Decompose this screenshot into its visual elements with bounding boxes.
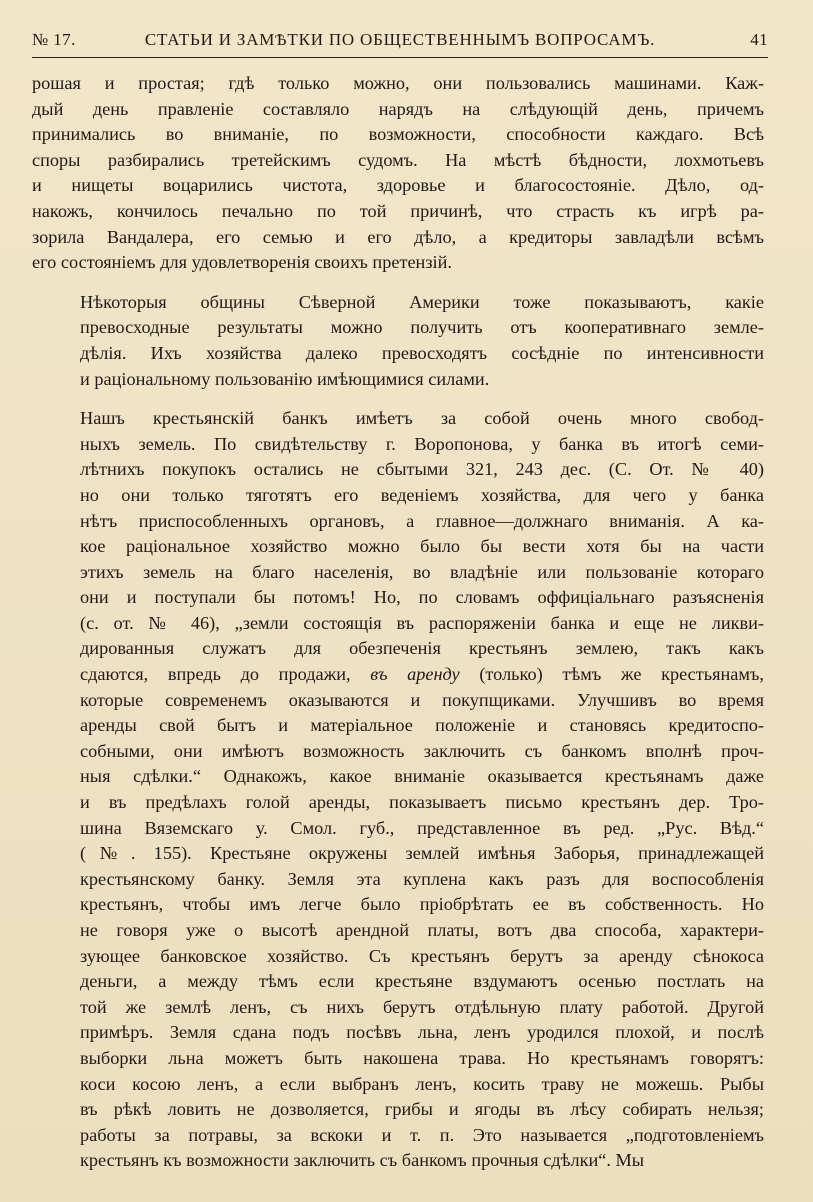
text-line: примѣръ. Земля сдана подъ посѣвъ льна, ленъ уродился плохой, и послѣ xyxy=(80,1022,764,1043)
text-line: сдаются, впредь до продажи, въ аренду (только) тѣмъ же крестьянамъ, xyxy=(80,664,765,685)
text-line: выборки льна можетъ быть накошена трава. Но крестьянамъ говорятъ: xyxy=(80,1047,764,1068)
text-line: лѣтнихъ покупокъ остались не сбытыми 321, 243 дес. (С. От. № 40) xyxy=(80,459,764,480)
text-line: той же землѣ ленъ, съ нихъ берутъ отдѣльную плату работой. Другой xyxy=(80,996,764,1017)
running-title: СТАТЬИ И ЗАМѢТКИ ПО ОБЩЕСТВЕННЫМЪ ВОПРОСАМЪ. xyxy=(144,30,656,49)
text-line: превосходные результаты можно получить отъ кооперативнаго земле- xyxy=(80,317,764,338)
text-line: работы за потравы, за вскоки и т. п. Это называется „подготовленіемъ xyxy=(80,1124,764,1145)
text-line: деньги, а между тѣмъ если крестьяне вздумаютъ осенью постлать на xyxy=(80,971,764,992)
text-line: принимались во вниманіе, по возможности, способности каждаго. Всѣ xyxy=(32,124,764,145)
text-line: коси косою ленъ, а если выбранъ ленъ, косить траву не можешь. Рыбы xyxy=(80,1073,764,1094)
text-line: (с. от. № 46), „земли состоящія въ распоряженіи банка и еще не ликви- xyxy=(80,612,764,633)
text-line: дый день правленіе составляло нарядъ на слѣдующій день, причемъ xyxy=(32,98,764,119)
text-line: крестьянскому банку. Земля эта куплена какъ разъ для воспособленія xyxy=(80,868,764,889)
text-line: крестьянъ, чтобы имъ легче было пріобрѣтать ее въ собственность. Но xyxy=(80,894,764,915)
text-line: дѣлія. Ихъ хозяйства далеко превосходятъ сосѣдніе по интенсивности xyxy=(80,342,764,363)
running-header xyxy=(32,22,768,58)
text-line: которые современемъ оказываются и покупщиками. Улучшивъ во время xyxy=(80,689,764,710)
text-line: ныхъ земель. По свидѣтельству г. Воропонова, у банка въ итогѣ семи- xyxy=(80,433,764,454)
text-line: зорила Вандалера, его семью и его дѣло, а кредиторы завладѣли всѣмъ xyxy=(32,226,764,247)
issue-number: № 17. xyxy=(32,30,76,49)
text-line: его состояніемъ для удовлетворенія своихъ претензій. xyxy=(32,252,452,273)
text-line: не говоря уже о высотѣ арендной платы, вотъ два способа, характери- xyxy=(80,920,764,940)
text-line: и въ предѣлахъ голой аренды, показываетъ письмо крестьянъ дер. Тро- xyxy=(80,792,764,813)
paragraph-3 xyxy=(32,406,764,1174)
text-line: Нашъ крестьянскій банкъ имѣетъ за собой очень много свобод- xyxy=(80,408,764,429)
page-number: 41 xyxy=(750,30,768,49)
text-line: ныя сдѣлки.“ Однакожъ, какое вниманіе оказывается крестьянамъ даже xyxy=(80,766,764,787)
text-line: (№. 155). Крестьяне окружены землей имѣнья Заборья, принадлежащей xyxy=(80,843,764,864)
paragraph-2 xyxy=(32,290,764,392)
text-line: Нѣкоторыя общины Сѣверной Америки тоже показываютъ, какіе xyxy=(80,291,764,312)
text-line: и раціональному пользованію имѣющимися силами. xyxy=(80,368,490,389)
text-line: нѣтъ приспособленныхъ органовъ, а главное—должнаго вниманія. А ка- xyxy=(80,510,764,531)
text-line: собными, они имѣютъ возможность заключить съ банкомъ вполнѣ проч- xyxy=(80,740,764,761)
text-line: кое раціональное хозяйство можно было бы вести хотя бы на части xyxy=(80,536,764,557)
text-line: споры разбирались третейскимъ судомъ. На мѣстѣ бѣдности, лохмотьевъ xyxy=(32,149,764,170)
text-line: рошая и простая; гдѣ только можно, они пользовались машинами. Каж- xyxy=(32,73,764,93)
text-line: крестьянъ къ возможности заключить съ банкомъ прочныя сдѣлки“. Мы xyxy=(80,1150,645,1171)
text-line: дированныя служатъ для обезпеченія крестьянъ землею, такъ какъ xyxy=(80,638,764,659)
text-line: и нищеты воцарились чистота, здоровье и благосостояніе. Дѣло, од- xyxy=(32,175,764,196)
text-line: въ рѣкѣ ловить не дозволяется, грибы и ягоды въ лѣсу собирать нельзя; xyxy=(80,1099,764,1120)
text-line: аренды свой бытъ и матеріальное положеніе и становясь кредитоспо- xyxy=(80,715,764,736)
text-line: шина Вяземскаго у. Смол. губ., представленное въ ред. „Рус. Вѣд.“ xyxy=(80,817,764,838)
text-line: зующее банковское хозяйство. Съ крестьянъ берутъ за аренду сѣнокоса xyxy=(80,945,764,966)
italic-phrase: въ аренду xyxy=(370,664,460,685)
paragraph-1 xyxy=(32,71,764,276)
text-line: но они только тяготятъ его веденіемъ хозяйства, для чего у банка xyxy=(80,484,764,505)
header-rule xyxy=(32,57,768,58)
text-line: накожъ, кончилось печально по той причинѣ, что страсть къ игрѣ ра- xyxy=(32,200,764,221)
body-text xyxy=(32,71,764,1174)
text-line: этихъ земель на благо населенія, во владѣніе или пользованіе котораго xyxy=(80,561,764,582)
text-line: они и поступали бы потомъ! Но, по словамъ оффиціальнаго разъясненія xyxy=(80,587,764,608)
